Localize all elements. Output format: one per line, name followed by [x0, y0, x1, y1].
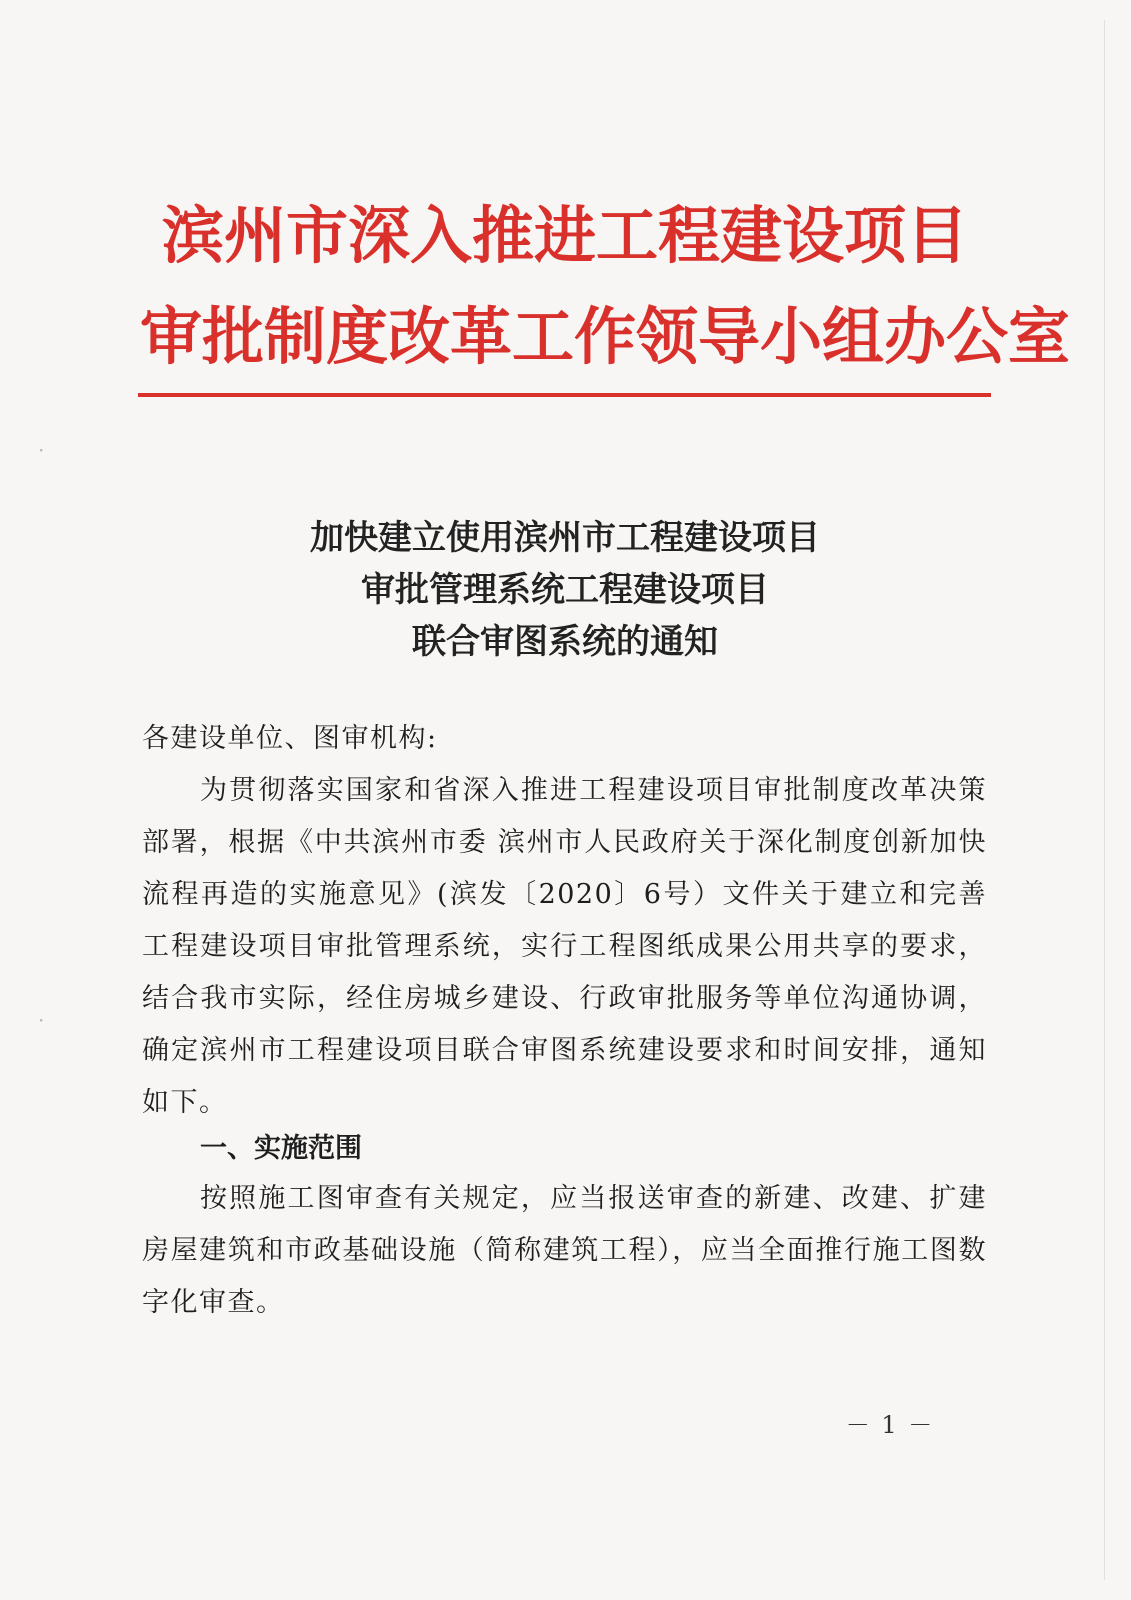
issuer-header-line-1: 滨州市深入推进工程建设项目 [161, 199, 968, 272]
body-paragraph-2: 按照施工图审查有关规定，应当报送审查的新建、改建、扩建房屋建筑和市政基础设施（简称建筑工程），应当全面推行施工图数字化审查。 [142, 1183, 987, 1318]
document-title-line-2: 审批管理系统工程建设项目 [361, 570, 769, 610]
document-title-line-1: 加快建立使用滨州市工程建设项目 [310, 518, 820, 558]
salutation: 各建设单位、图审机构: [142, 723, 438, 754]
issuer-header-line-2: 审批制度改革工作领导小组办公室 [140, 300, 1071, 373]
section-heading-1: 一、实施范围 [200, 1133, 362, 1164]
document-title-line-3: 联合审图系统的通知 [412, 622, 718, 662]
page-edge [1104, 20, 1105, 1580]
scan-mark: · [38, 438, 45, 462]
header-red-rule [138, 393, 991, 397]
scan-mark: · [38, 1008, 45, 1032]
body-paragraph-1: 为贯彻落实国家和省深入推进工程建设项目审批制度改革决策部署，根据《中共滨州市委 滨州市人民政府关于深化制度创新加快流程再造的实施意见》(滨发〔2020〕6号）文件关于建立和完善工程建设项目审批管理系统，实行工程图纸成果公用共享的要求，结合我市实际，经住房城乡建设、行政审批服务等单位沟通协调，确定滨州市工程建设项目联合审图系统建设要求和时间安排，通知如下。 [142, 775, 987, 1118]
page-number: － 1 － [845, 1411, 935, 1439]
